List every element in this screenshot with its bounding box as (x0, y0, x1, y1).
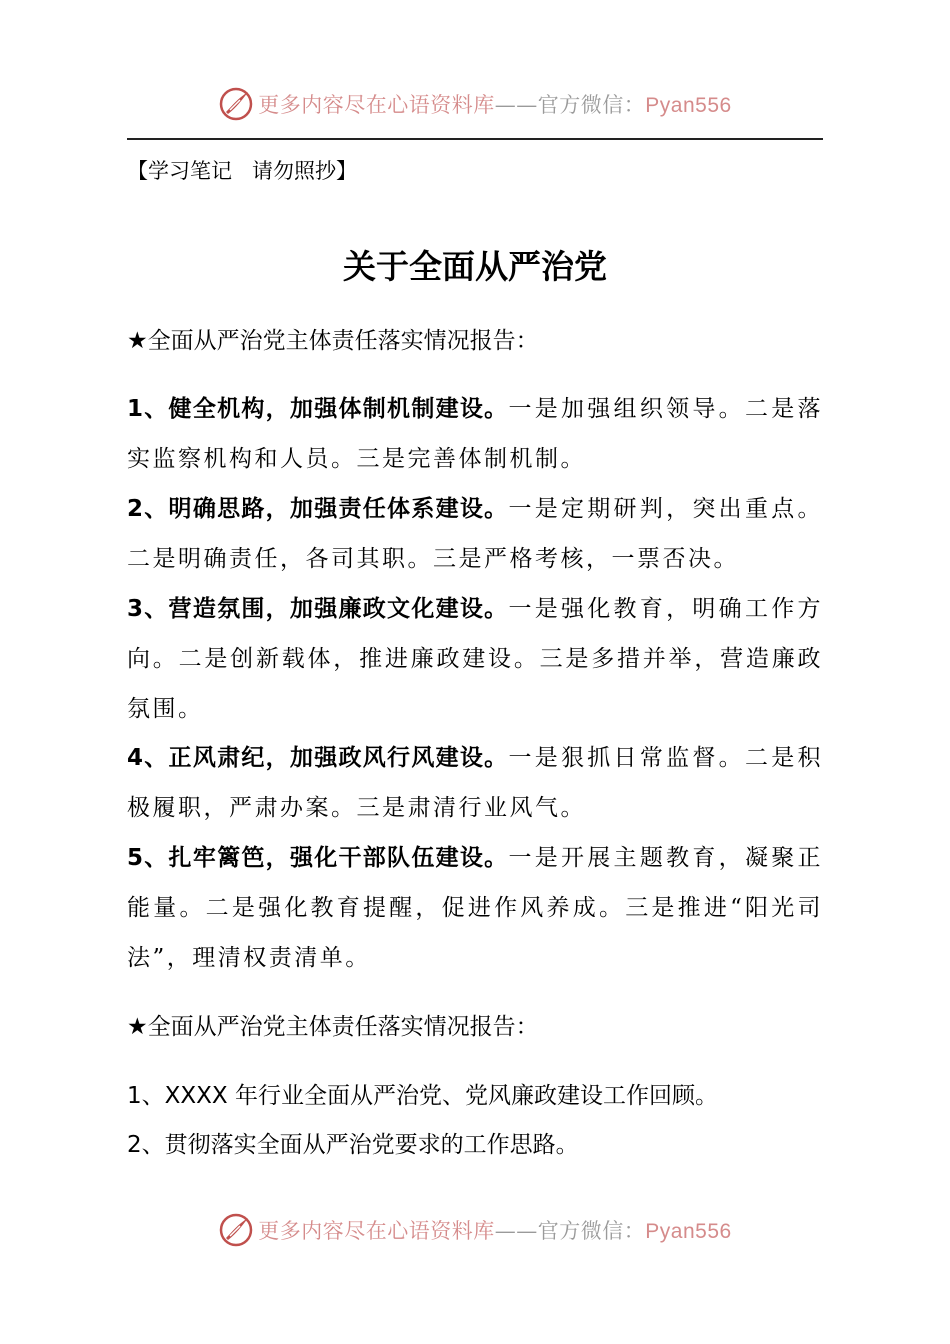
header-divider (127, 138, 823, 140)
section-2-item-1: 1、XXXX 年行业全面从严治党、党风廉政建设工作回顾。 (127, 1083, 718, 1109)
footer-watermark-banner (0, 1208, 950, 1252)
banner-text (258, 89, 731, 119)
item-lead: 4、正风肃纪，加强政风行风建设。 (127, 745, 509, 771)
section-1-item-4 (127, 733, 823, 833)
study-note-label: 【学习笔记 请勿照抄】 (127, 159, 358, 183)
banner-wechat-id: Pyan556 (645, 1220, 732, 1243)
item-lead: 3、营造氛围，加强廉政文化建设。 (127, 596, 509, 622)
item-body: 一是开展主题教育，凝聚正能量。二是强化教育提醒，促进作风养成。三是推进“阳光司法”，理清权责清单。 (127, 845, 824, 971)
item-lead: 2、明确思路，加强责任体系建设。 (127, 496, 509, 522)
banner-wechat-label: 官方微信： (537, 1219, 646, 1243)
banner-slogan: 更多内容尽在心语资料库 (258, 93, 495, 117)
item-body: 一是狠抓日常监督。二是积极履职，严肃办案。三是肃清行业风气。 (127, 745, 824, 821)
section-2-item-2: 2、贯彻落实全面从严治党要求的工作思路。 (127, 1132, 579, 1158)
item-body: 一是强化教育，明确工作方向。二是创新载体，推进廉政建设。三是多措并举，营造廉政氛围。 (127, 596, 824, 722)
banner-wechat-id: Pyan556 (645, 94, 732, 117)
banner-separator: —— (494, 93, 538, 117)
banner-wechat-label: 官方微信： (537, 93, 646, 117)
pen-logo-icon (218, 86, 254, 122)
pen-logo-icon (218, 1212, 254, 1248)
item-lead: 1、健全机构，加强体制机制建设。 (127, 396, 509, 422)
section-1-item-5 (127, 833, 823, 983)
section-1-item-2 (127, 484, 823, 584)
section-1-heading: ★全面从严治党主体责任落实情况报告： (127, 328, 539, 354)
banner-slogan: 更多内容尽在心语资料库 (258, 1219, 495, 1243)
item-body: 一是定期研判，突出重点。二是明确责任，各司其职。三是严格考核，一票否决。 (127, 496, 824, 572)
document-title: 关于全面从严治党 (343, 247, 607, 286)
item-body: 一是加强组织领导。二是落实监察机构和人员。三是完善体制机制。 (127, 396, 824, 472)
item-lead: 5、扎牢篱笆，强化干部队伍建设。 (127, 845, 509, 871)
header-watermark-banner (0, 82, 950, 126)
banner-text (258, 1215, 731, 1245)
banner-separator: —— (494, 1219, 538, 1243)
section-2-heading: ★全面从严治党主体责任落实情况报告： (127, 1014, 539, 1040)
section-1-item-1 (127, 384, 823, 484)
section-1-item-3 (127, 584, 823, 734)
